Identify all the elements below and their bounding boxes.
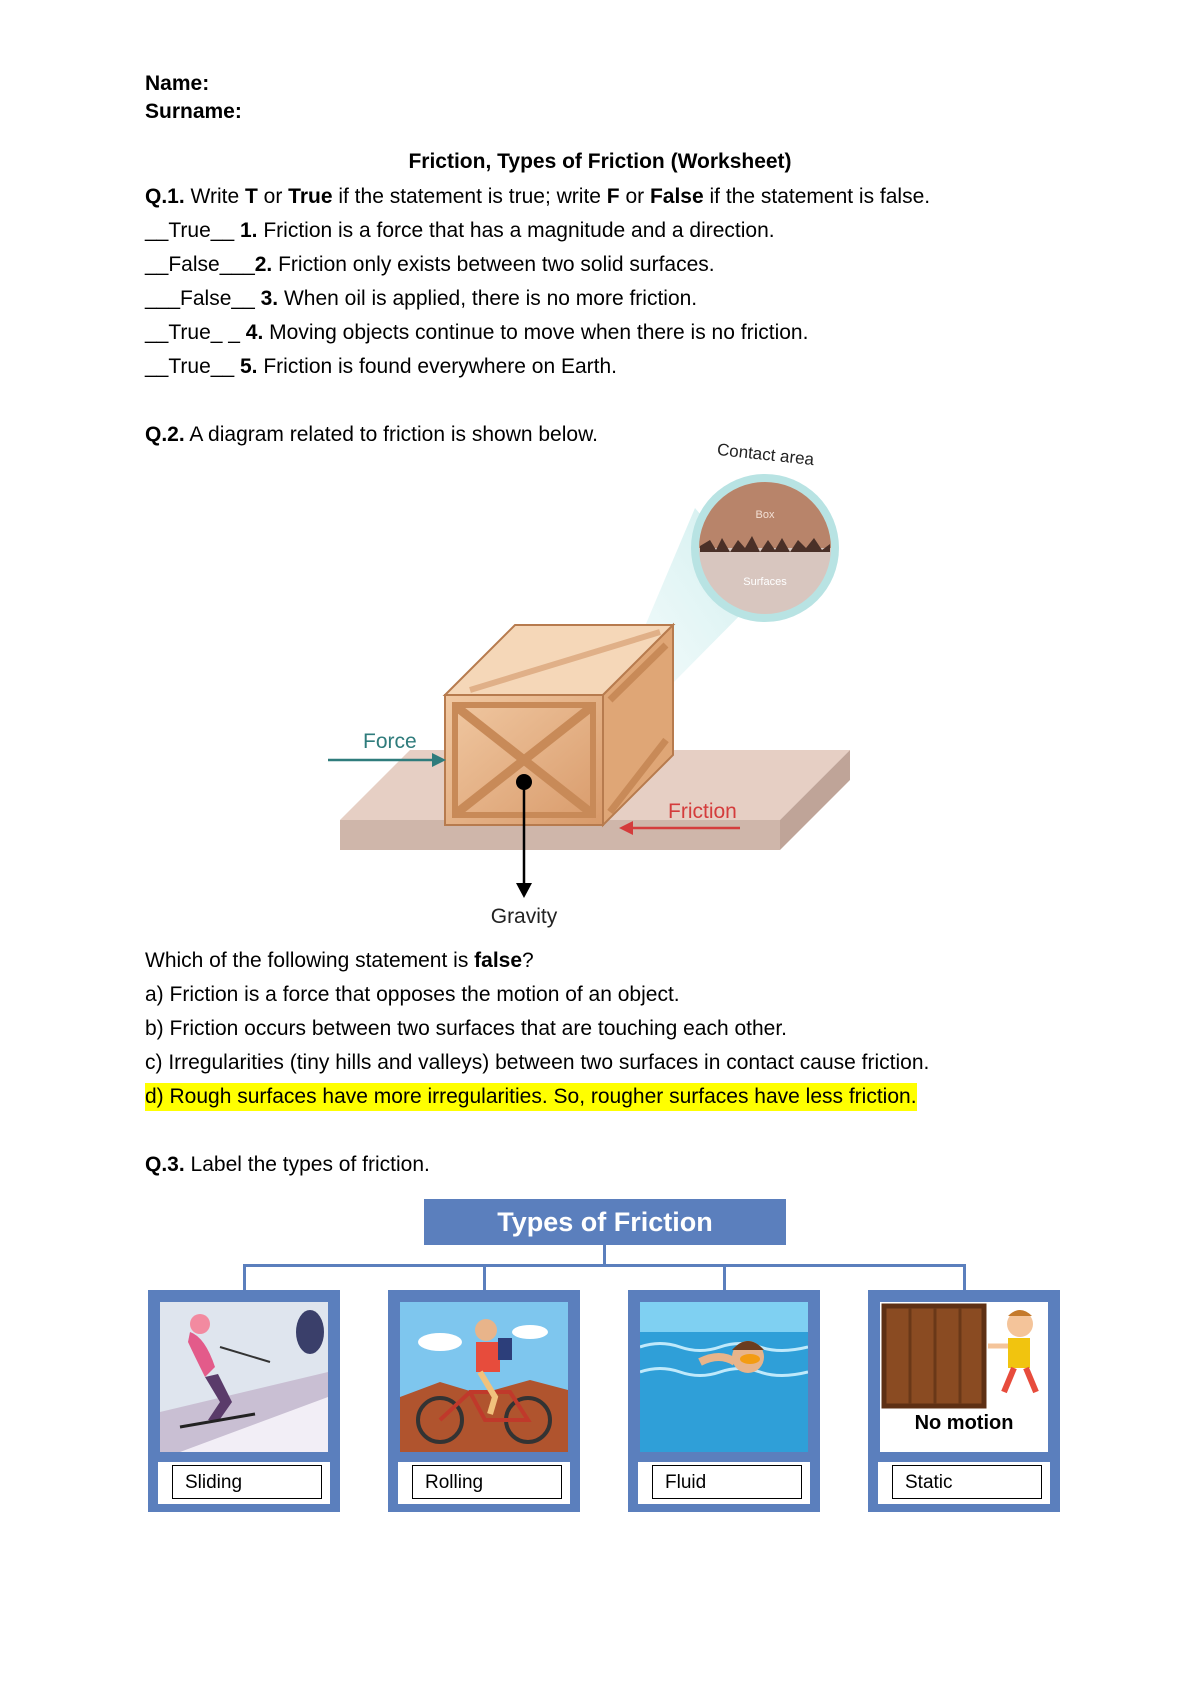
friction-label: Friction <box>668 800 737 823</box>
q1-answer[interactable]: __True__ <box>145 219 235 242</box>
q2-option[interactable]: c) Irregularities (tiny hills and valleys) between two surfaces in contact cause friction. <box>145 1051 930 1074</box>
q2-number: Q.2. <box>145 423 185 446</box>
card-fluid <box>628 1290 820 1512</box>
q1-instr-part: F <box>606 185 620 208</box>
q1-answer[interactable]: ___False__ <box>145 287 255 310</box>
q1-item-num: 5. <box>239 355 258 378</box>
q1-number: Q.1. <box>145 185 185 208</box>
q2-option-correct[interactable]: d) Rough surfaces have more irregularities. So, rougher surfaces have less friction. <box>145 1083 917 1111</box>
types-of-friction-title: Types of Friction <box>424 1199 786 1245</box>
q2-question-text: ? <box>522 949 534 972</box>
connector <box>723 1264 726 1290</box>
q1-answer[interactable]: __True_ _ <box>145 321 240 344</box>
connector <box>243 1264 246 1290</box>
q1-instr-part: if the statement is true; write <box>332 185 607 208</box>
q1-item-num: 1. <box>239 219 258 242</box>
card-static <box>868 1290 1060 1512</box>
q1-instr-part: or <box>257 185 289 208</box>
q3-prompt <box>145 1151 430 1179</box>
static-box-picture <box>880 1302 1048 1452</box>
q3-text: Label the types of friction. <box>190 1153 430 1176</box>
q1-item-text: Friction is found everywhere on Earth. <box>263 355 617 378</box>
cyclist-picture <box>400 1302 568 1452</box>
q1-item <box>145 319 808 347</box>
connector <box>483 1264 486 1290</box>
q1-answer[interactable]: __True__ <box>145 355 235 378</box>
label-frame <box>878 1462 1050 1504</box>
label-frame <box>158 1462 330 1504</box>
q1-item-text: When oil is applied, there is no more friction. <box>283 287 698 310</box>
connector <box>603 1245 606 1265</box>
surfaces-label: Surfaces <box>743 576 787 588</box>
gravity-label: Gravity <box>490 905 558 928</box>
q1-instr-part: if the statement is false. <box>703 185 931 208</box>
q2-text: A diagram related to friction is shown below. <box>189 423 598 446</box>
label-frame <box>398 1462 570 1504</box>
page-title: Friction, Types of Friction (Worksheet) <box>408 150 792 173</box>
q1-item-text: Moving objects continue to move when there is no friction. <box>269 321 809 344</box>
connector <box>963 1264 966 1290</box>
q1-item-num: 3. <box>260 287 279 310</box>
label-rolling[interactable]: Rolling <box>412 1465 562 1499</box>
q1-item-num: 4. <box>245 321 264 344</box>
q1-item-num: 2. <box>254 253 273 276</box>
q1-instr-part: Write <box>190 185 245 208</box>
q1-item <box>145 217 775 245</box>
gravity-arrowhead <box>516 883 532 898</box>
box-label: Box <box>755 509 775 521</box>
contact-area-label: Contact area <box>716 440 815 470</box>
label-fluid[interactable]: Fluid <box>652 1465 802 1499</box>
q2-option[interactable]: a) Friction is a force that opposes the motion of an object. <box>145 983 680 1006</box>
q2-question-text: Which of the following statement is <box>145 949 475 972</box>
label-static[interactable]: Static <box>892 1465 1042 1499</box>
card-rolling <box>388 1290 580 1512</box>
swimmer-picture <box>640 1302 808 1452</box>
no-motion-caption: No motion <box>914 1412 1014 1434</box>
q1-item <box>145 353 617 381</box>
q1-item-text: Friction only exists between two solid surfaces. <box>278 253 715 276</box>
q1-item <box>145 251 715 279</box>
q1-instr-part: False <box>649 185 704 208</box>
card-sliding <box>148 1290 340 1512</box>
q1-instr-part: True <box>288 185 333 208</box>
q3-number: Q.3. <box>145 1153 185 1176</box>
q1-item-text: Friction is a force that has a magnitude and a direction. <box>263 219 775 242</box>
q2-question <box>145 947 534 975</box>
skier-picture <box>160 1302 328 1452</box>
force-label: Force <box>363 730 417 753</box>
friction-diagram <box>320 440 860 940</box>
connector <box>243 1264 966 1267</box>
q1-instr-part: T <box>244 185 258 208</box>
q1-answer[interactable]: __False___ <box>145 253 255 276</box>
contact-area-zoom <box>691 474 839 622</box>
label-sliding[interactable]: Sliding <box>172 1465 322 1499</box>
q1-instr-part: or <box>619 185 650 208</box>
label-frame <box>638 1462 810 1504</box>
surname-label: Surname: <box>145 100 242 123</box>
q2-question-bold: false <box>474 949 523 972</box>
name-label: Name: <box>145 72 210 95</box>
q2-option[interactable]: b) Friction occurs between two surfaces that are touching each other. <box>145 1017 788 1040</box>
q1-item <box>145 285 697 313</box>
q1-instruction <box>145 183 930 211</box>
